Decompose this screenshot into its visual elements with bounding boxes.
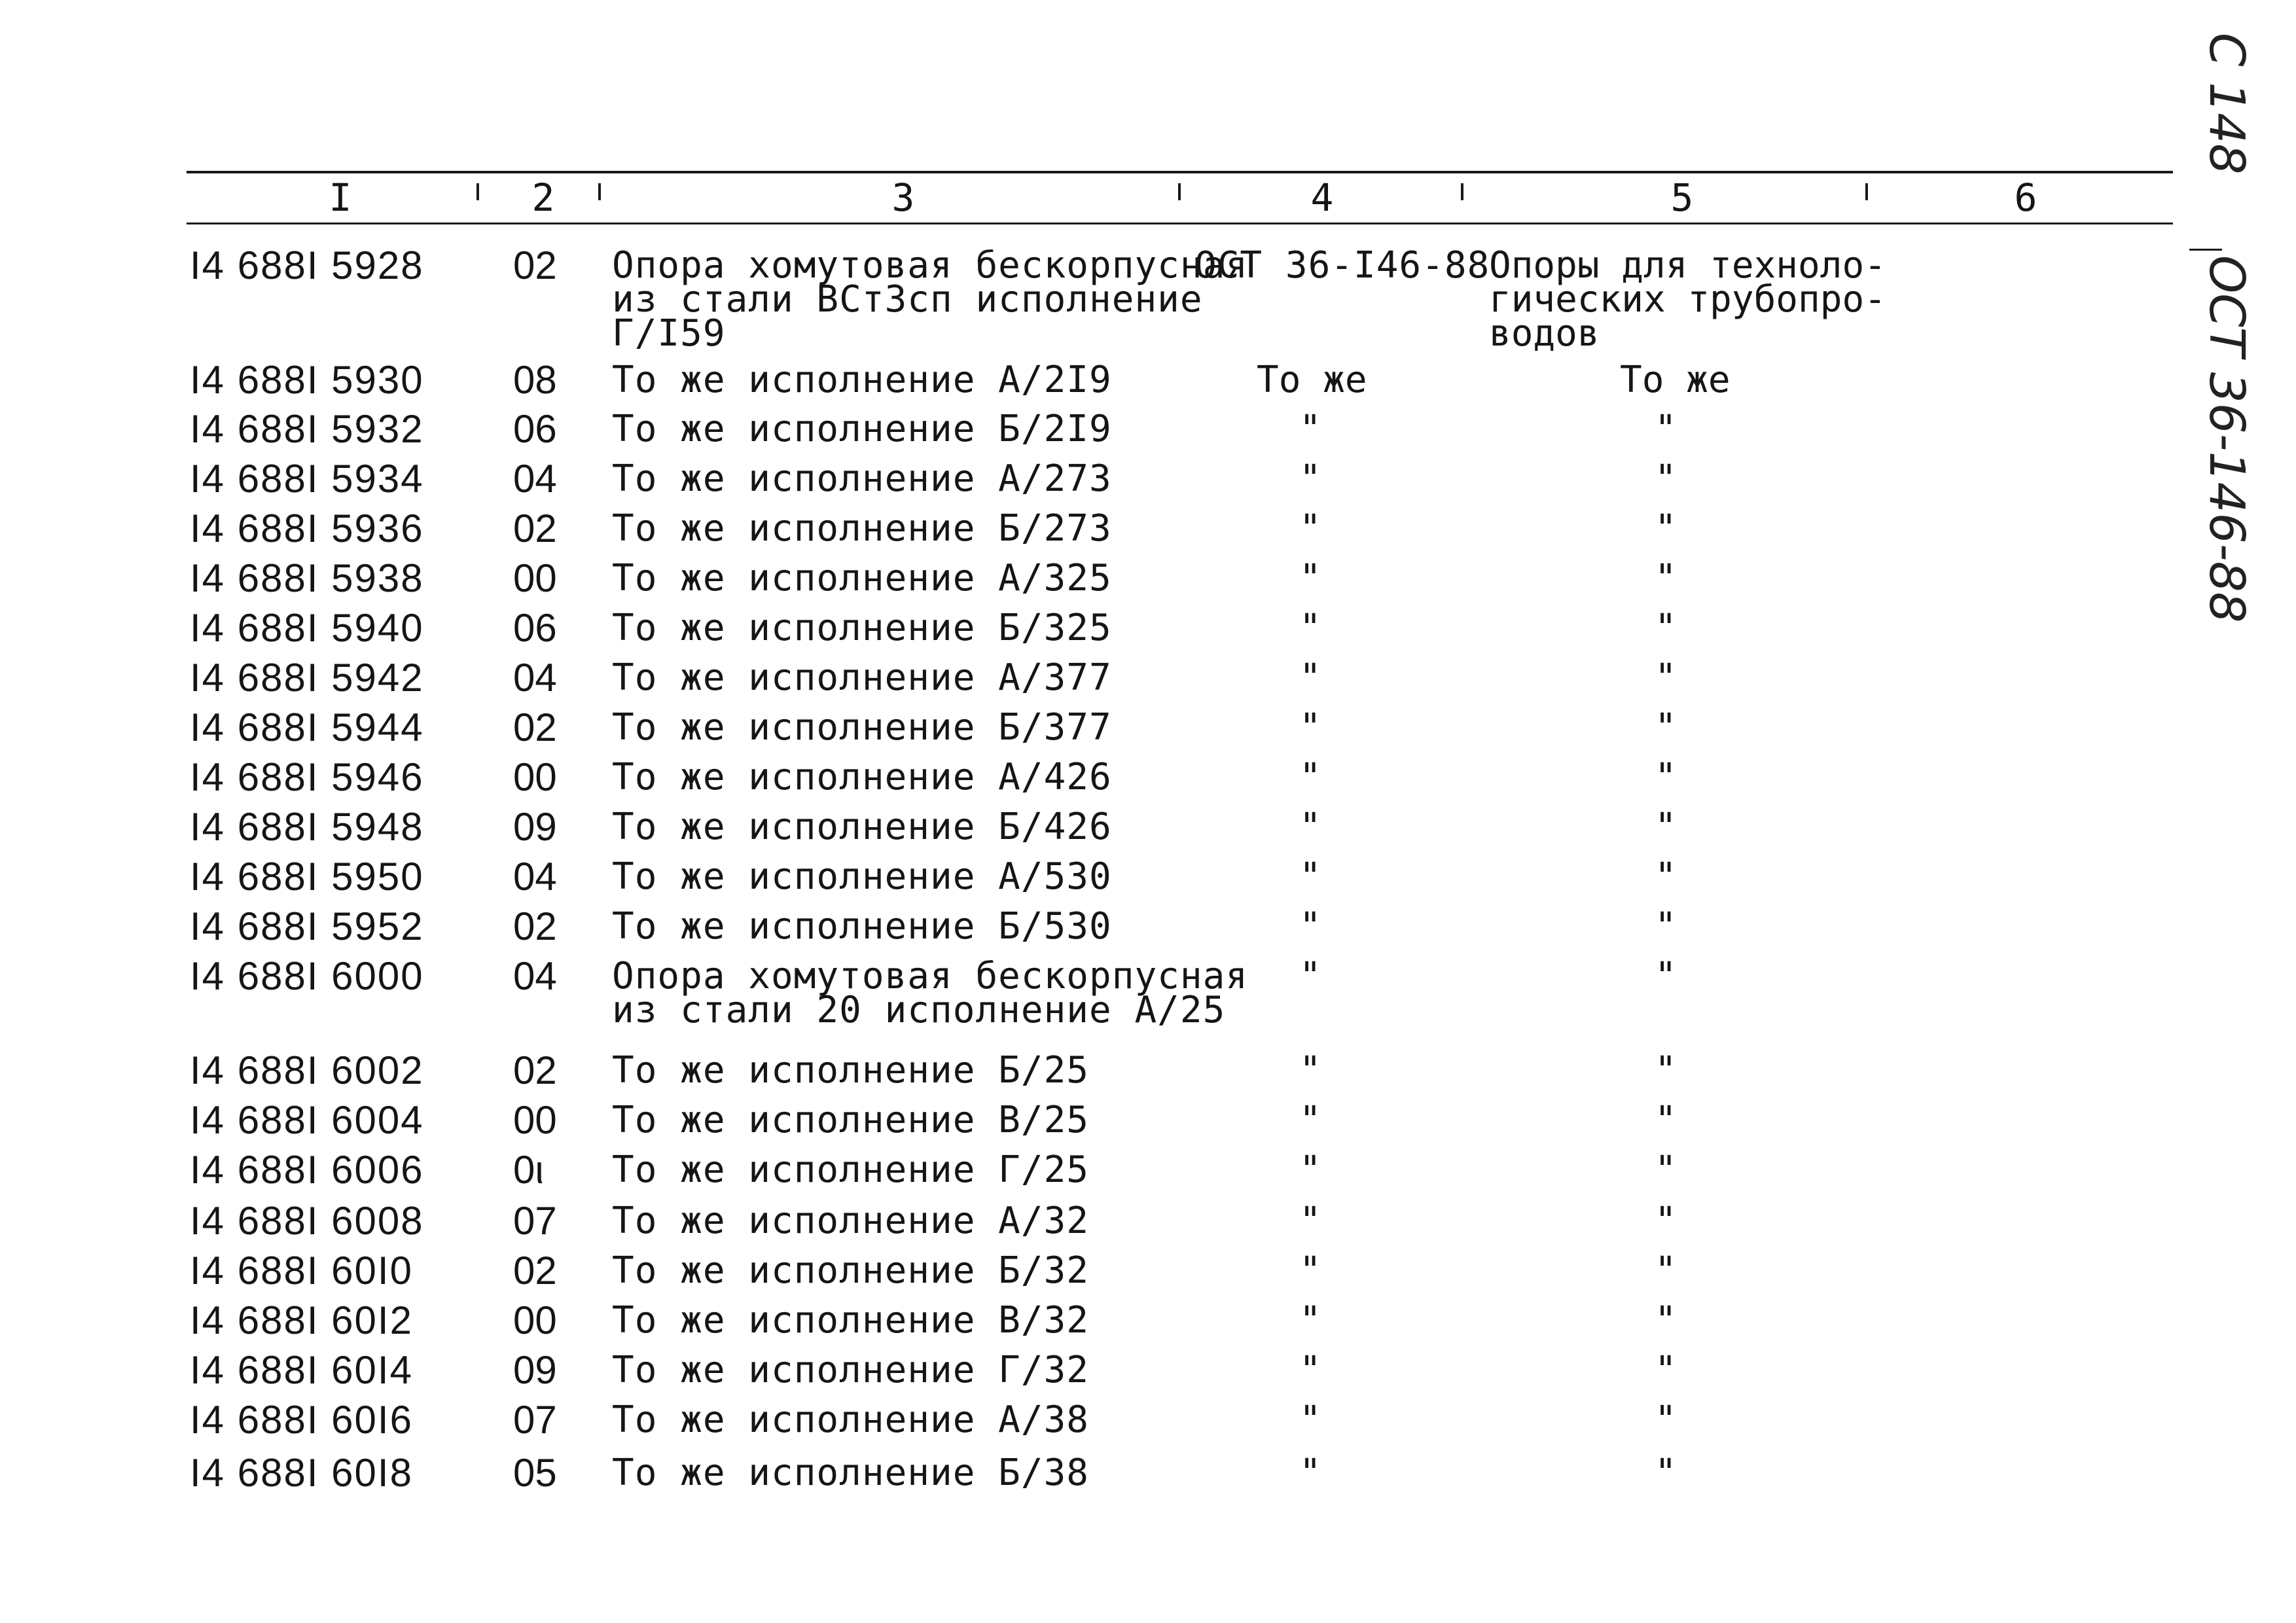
document-ref: ": [1299, 1200, 1321, 1242]
sheet-number: С 148: [2198, 33, 2255, 175]
header-separator: [1461, 183, 1463, 200]
check-digit: 02: [513, 1048, 557, 1092]
table-row: [0, 1098, 2296, 1153]
item-name-line: То же исполнение Г/32: [612, 1349, 1090, 1391]
item-name-line: То же исполнение Б/530: [612, 905, 1112, 948]
note-line: ": [1655, 1399, 1677, 1441]
document-ref: ": [1299, 1452, 1321, 1494]
document-ref: ": [1299, 457, 1321, 500]
note: [1655, 806, 1677, 848]
header-col-6: 6: [2014, 175, 2037, 220]
table-row: [0, 954, 2296, 1031]
item-name: [612, 244, 1249, 355]
item-name: [612, 607, 1112, 649]
note-line: ": [1655, 756, 1677, 798]
designation-code: I4 688I 5930: [190, 358, 424, 402]
note-line: ": [1655, 1149, 1677, 1191]
designation-code: I4 688I 5938: [190, 556, 424, 600]
check-digit: 07: [513, 1199, 557, 1243]
table-row: [0, 1048, 2296, 1103]
designation-code: I4 688I 6008: [190, 1199, 424, 1243]
document-ref: ОСТ 36-I46-88: [1194, 244, 1490, 287]
table-row: [0, 507, 2296, 562]
note-line: ": [1655, 1349, 1677, 1391]
document-ref: ": [1299, 1299, 1321, 1342]
item-name-line: Г/I59: [612, 312, 726, 355]
item-name: [612, 806, 1112, 848]
document-ref: ": [1299, 1249, 1321, 1292]
note-line: гических трубопро-: [1489, 278, 1886, 321]
table-row: [0, 656, 2296, 711]
item-name-line: из стали 20 исполнение А/25: [612, 989, 1226, 1031]
table-row: [0, 1199, 2296, 1254]
note-line: ": [1655, 1299, 1677, 1342]
item-name: [612, 1349, 1090, 1391]
note: [1655, 1452, 1677, 1494]
designation-code: I4 688I 6006: [190, 1148, 424, 1192]
note-line: ": [1655, 1049, 1677, 1092]
item-name-line: То же исполнение А/32: [612, 1200, 1090, 1242]
note: [1655, 706, 1677, 749]
item-name: [612, 756, 1112, 798]
note: [1655, 557, 1677, 599]
table-row: [0, 407, 2296, 462]
item-name-line: То же исполнение Б/325: [612, 607, 1112, 649]
note: [1655, 1049, 1677, 1092]
item-name-line: То же исполнение А/377: [612, 656, 1112, 699]
table-row: [0, 1451, 2296, 1506]
item-name: [612, 507, 1112, 550]
check-digit: 06: [513, 606, 557, 650]
item-name-line: из стали ВСт3сп исполнение: [612, 278, 1203, 321]
designation-code: I4 688I 5932: [190, 407, 424, 451]
item-name: [612, 706, 1112, 749]
check-digit: 02: [513, 507, 557, 550]
table-row: [0, 855, 2296, 910]
document-ref: ": [1299, 656, 1321, 699]
check-digit: 04: [513, 457, 557, 501]
note: [1655, 1349, 1677, 1391]
table-row: [0, 606, 2296, 661]
check-digit: 00: [513, 755, 557, 799]
check-digit: 09: [513, 1348, 557, 1392]
item-name-line: Опора хомутовая бескорпусная: [612, 244, 1249, 287]
check-digit: 02: [513, 705, 557, 749]
check-digit: 04: [513, 855, 557, 899]
item-name-line: То же исполнение В/32: [612, 1299, 1090, 1342]
item-name-line: То же исполнение В/25: [612, 1099, 1090, 1141]
item-name-line: То же исполнение А/325: [612, 557, 1112, 599]
header-col-3: 3: [891, 175, 915, 220]
designation-code: I4 688I 5946: [190, 755, 424, 799]
document-ref: ": [1299, 955, 1321, 997]
item-name: [612, 1249, 1090, 1292]
document-ref: ": [1299, 855, 1321, 898]
item-name-line: То же исполнение Б/273: [612, 507, 1112, 550]
note-line: ": [1655, 656, 1677, 699]
note-line: ": [1655, 855, 1677, 898]
item-name-line: Опора хомутовая бескорпусная: [612, 955, 1249, 997]
note: [1655, 656, 1677, 699]
item-name-line: То же исполнение А/38: [612, 1399, 1090, 1441]
note-line: ": [1655, 1200, 1677, 1242]
note: [1655, 955, 1677, 997]
header-separator: [598, 183, 601, 200]
designation-code: I4 688I 60I8: [190, 1451, 413, 1495]
item-name-line: То же исполнение Б/25: [612, 1049, 1090, 1092]
note: [1655, 1099, 1677, 1141]
table-row: [0, 1298, 2296, 1353]
table-row: [0, 1148, 2296, 1203]
item-name: [612, 905, 1112, 948]
header-col-2: 2: [531, 175, 555, 220]
table-row: [0, 1398, 2296, 1453]
note-line: Опоры для техноло-: [1489, 244, 1886, 287]
check-digit: 00: [513, 1098, 557, 1142]
check-digit: 0ι: [513, 1148, 544, 1192]
designation-code: I4 688I 60I2: [190, 1298, 413, 1342]
item-name: [612, 1299, 1090, 1342]
item-name: [612, 1049, 1090, 1092]
item-name: [612, 1399, 1090, 1441]
document-ref: ": [1299, 607, 1321, 649]
note-line: ": [1655, 507, 1677, 550]
designation-code: I4 688I 60I4: [190, 1348, 413, 1392]
document-ref: ": [1299, 905, 1321, 948]
item-name-line: То же исполнение Б/38: [612, 1452, 1090, 1494]
table-top-rule: [187, 171, 2173, 173]
note-line: ": [1655, 457, 1677, 500]
table-row: [0, 1249, 2296, 1304]
note-line: ": [1655, 806, 1677, 848]
note: [1655, 855, 1677, 898]
header-col-5: 5: [1670, 175, 1694, 220]
note: [1655, 756, 1677, 798]
item-name-line: То же исполнение Б/426: [612, 806, 1112, 848]
designation-code: I4 688I 5934: [190, 457, 424, 501]
note: [1655, 1249, 1677, 1292]
item-name-line: То же исполнение А/530: [612, 855, 1112, 898]
designation-code: I4 688I 5944: [190, 705, 424, 749]
designation-code: I4 688I 6004: [190, 1098, 424, 1142]
designation-code: I4 688I 5948: [190, 805, 424, 849]
note: [1655, 457, 1677, 500]
designation-code: I4 688I 5940: [190, 606, 424, 650]
check-digit: 02: [513, 243, 557, 287]
document-ref: ": [1299, 507, 1321, 550]
designation-code: I4 688I 6002: [190, 1048, 424, 1092]
note-line: водов: [1489, 312, 1600, 355]
designation-code: I4 688I 5942: [190, 656, 424, 700]
note: [1489, 244, 1886, 355]
table-row: [0, 904, 2296, 959]
note: [1620, 359, 1731, 401]
note-line: ": [1655, 607, 1677, 649]
header-bottom-rule: [187, 223, 2173, 224]
check-digit: 05: [513, 1451, 557, 1495]
check-digit: 02: [513, 904, 557, 948]
note-line: ": [1655, 706, 1677, 749]
document-ref: ": [1299, 706, 1321, 749]
item-name: [612, 408, 1112, 450]
header-separator: [1865, 183, 1868, 200]
item-name-line: То же исполнение А/426: [612, 756, 1112, 798]
standard-code: ОСТ 36-146-88: [2198, 255, 2255, 623]
item-name: [612, 1099, 1090, 1141]
check-digit: 00: [513, 1298, 557, 1342]
table-row: [0, 457, 2296, 512]
note: [1655, 507, 1677, 550]
note: [1655, 1149, 1677, 1191]
note: [1655, 1200, 1677, 1242]
note-line: ": [1655, 1249, 1677, 1292]
header-separator: [476, 183, 479, 200]
header-col-1: I: [329, 175, 352, 220]
table-row: [0, 705, 2296, 760]
item-name: [612, 359, 1112, 401]
item-name-line: То же исполнение Б/377: [612, 706, 1112, 749]
check-digit: 08: [513, 358, 557, 402]
designation-code: I4 688I 5952: [190, 904, 424, 948]
document-ref: ": [1299, 756, 1321, 798]
item-name-line: То же исполнение А/2I9: [612, 359, 1112, 401]
note-line: ": [1655, 1452, 1677, 1494]
document-ref: То же: [1257, 359, 1367, 401]
item-name: [612, 1200, 1090, 1242]
note: [1655, 1399, 1677, 1441]
item-name: [612, 1149, 1090, 1191]
note-line: ": [1655, 1099, 1677, 1141]
document-ref: ": [1299, 1049, 1321, 1092]
note-line: ": [1655, 408, 1677, 450]
item-name: [612, 855, 1112, 898]
designation-code: I4 688I 5950: [190, 855, 424, 899]
item-name-line: То же исполнение Б/2I9: [612, 408, 1112, 450]
item-name: [612, 955, 1249, 1031]
item-name: [612, 457, 1112, 500]
table-row: [0, 755, 2296, 810]
check-digit: 07: [513, 1398, 557, 1442]
check-digit: 09: [513, 805, 557, 849]
document-ref: ": [1299, 408, 1321, 450]
designation-code: I4 688I 6000: [190, 954, 424, 998]
document-ref: ": [1299, 1149, 1321, 1191]
check-digit: 04: [513, 656, 557, 700]
note: [1655, 1299, 1677, 1342]
item-name-line: То же исполнение Б/32: [612, 1249, 1090, 1292]
check-digit: 06: [513, 407, 557, 451]
note: [1655, 607, 1677, 649]
note-line: То же: [1620, 359, 1731, 401]
table-row: [0, 556, 2296, 611]
header-col-4: 4: [1310, 175, 1334, 220]
note: [1655, 408, 1677, 450]
document-ref: ": [1299, 1349, 1321, 1391]
header-separator: [1178, 183, 1181, 200]
table-row: [0, 243, 2296, 355]
item-name-line: То же исполнение Г/25: [612, 1149, 1090, 1191]
designation-code: I4 688I 5928: [190, 243, 424, 287]
table-row: [0, 358, 2296, 413]
item-name: [612, 557, 1112, 599]
check-digit: 00: [513, 556, 557, 600]
document-ref: ": [1299, 1399, 1321, 1441]
document-ref: ": [1299, 1099, 1321, 1141]
designation-code: I4 688I 60I6: [190, 1398, 413, 1442]
item-name: [612, 656, 1112, 699]
note-line: ": [1655, 905, 1677, 948]
note-line: ": [1655, 955, 1677, 997]
table-row: [0, 1348, 2296, 1403]
document-ref: ": [1299, 806, 1321, 848]
note: [1655, 905, 1677, 948]
check-digit: 02: [513, 1249, 557, 1293]
item-name-line: То же исполнение А/273: [612, 457, 1112, 500]
note-line: ": [1655, 557, 1677, 599]
table-row: [0, 805, 2296, 860]
document-ref: ": [1299, 557, 1321, 599]
designation-code: I4 688I 5936: [190, 507, 424, 550]
designation-code: I4 688I 60I0: [190, 1249, 413, 1293]
item-name: [612, 1452, 1090, 1494]
check-digit: 04: [513, 954, 557, 998]
